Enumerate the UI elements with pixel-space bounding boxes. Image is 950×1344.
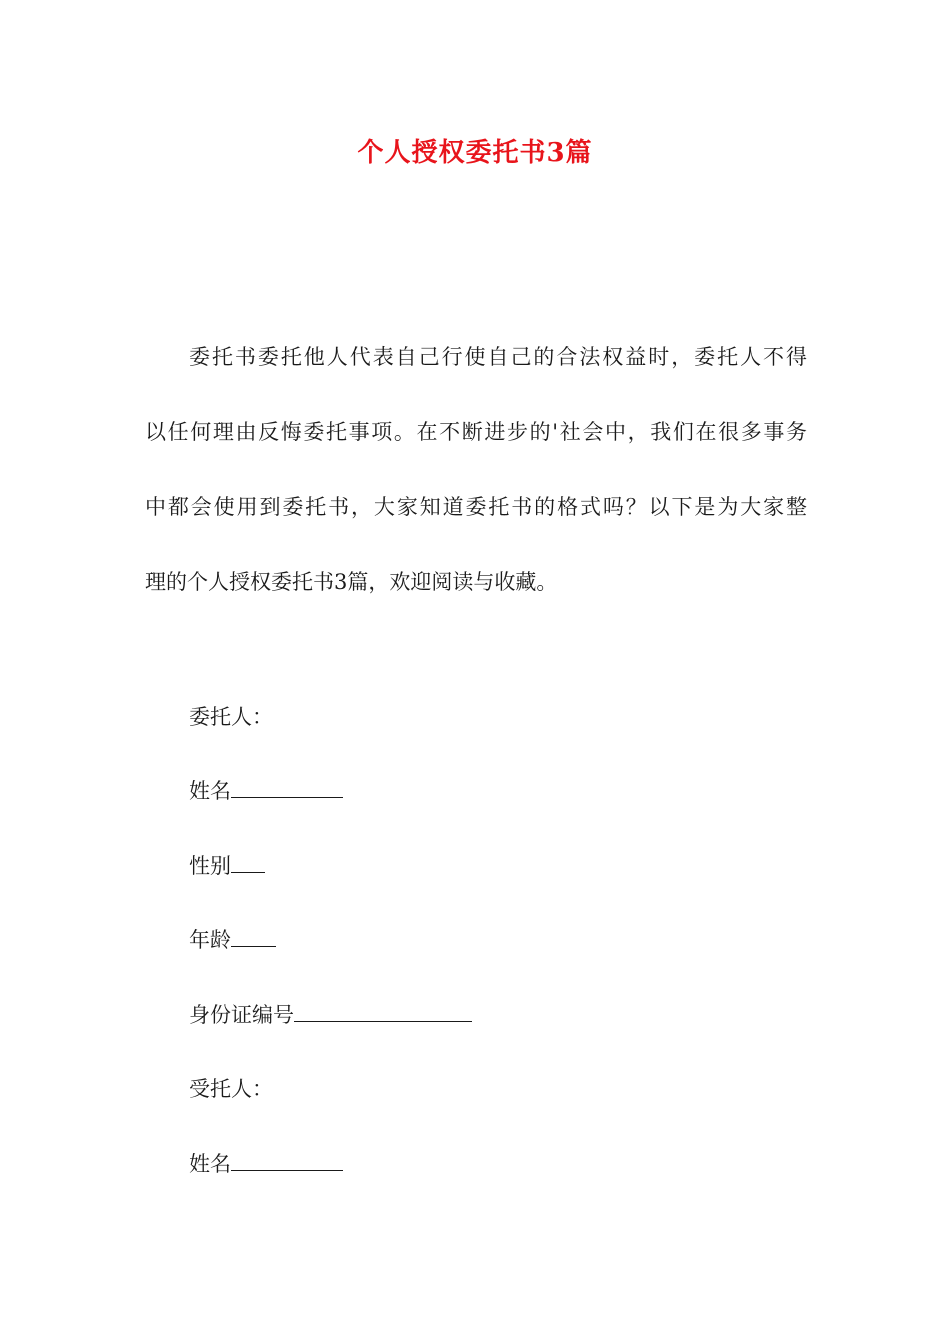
agent-name-blank bbox=[231, 1152, 343, 1171]
principal-name-blank bbox=[231, 779, 343, 798]
intro-line: 以任何理由反悔委托事项。在不断进步的'社会中，我们在很多事务 bbox=[145, 420, 807, 444]
intro-line: 理的个人授权委托书3篇，欢迎阅读与收藏。 bbox=[145, 570, 558, 594]
principal-id-blank bbox=[294, 1003, 472, 1022]
agent-heading bbox=[189, 1073, 273, 1103]
principal-id-field bbox=[189, 999, 472, 1029]
principal-id-label: 身份证编号 bbox=[189, 1003, 294, 1027]
principal-gender-field bbox=[189, 850, 265, 880]
intro-line: 中都会使用到委托书，大家知道委托书的格式吗？以下是为大家整 bbox=[145, 495, 807, 519]
principal-gender-label: 性别 bbox=[189, 854, 231, 878]
principal-heading bbox=[189, 701, 273, 731]
principal-name-field bbox=[189, 775, 343, 805]
principal-heading-label: 委托人： bbox=[189, 705, 273, 729]
intro-line: 委托书委托他人代表自己行使自己的合法权益时，委托人不得 bbox=[189, 345, 807, 369]
principal-age-label: 年龄 bbox=[189, 928, 231, 952]
document-title: 个人授权委托书3篇 bbox=[357, 138, 593, 168]
principal-gender-blank bbox=[231, 854, 265, 873]
agent-name-field bbox=[189, 1148, 343, 1178]
principal-age-field bbox=[189, 924, 276, 954]
agent-heading-label: 受托人： bbox=[189, 1077, 273, 1101]
intro-paragraph bbox=[145, 320, 807, 620]
principal-name-label: 姓名 bbox=[189, 779, 231, 803]
principal-age-blank bbox=[231, 928, 276, 947]
agent-name-label: 姓名 bbox=[189, 1152, 231, 1176]
